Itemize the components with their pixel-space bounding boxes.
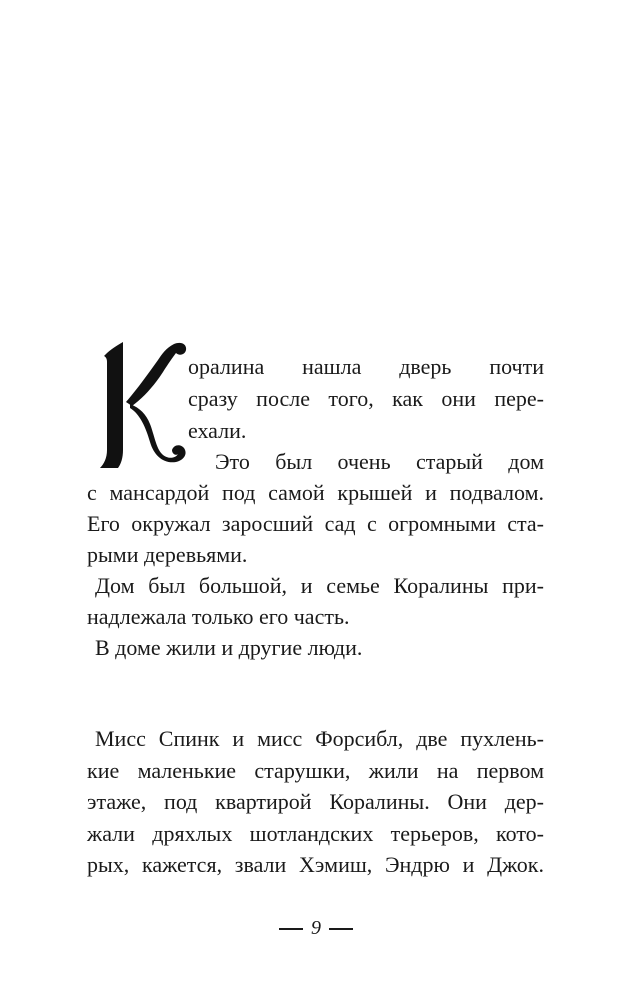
- text-line: с мансардой под самой крышей и подвалом.: [87, 480, 544, 505]
- text-line: надлежала только его часть.: [87, 604, 350, 629]
- text-line: оралина нашла дверь почти: [188, 354, 544, 379]
- text-line: ехали.: [188, 418, 247, 443]
- text-line: рых, кажется, звали Хэмиш, Эндрю и Джок.: [87, 852, 544, 877]
- text-line: кие маленькие старушки, жили на первом: [87, 758, 544, 783]
- drop-cap-letter: [86, 332, 194, 472]
- folio-dash-right: [329, 928, 353, 930]
- text-line: жали дряхлых шотландских терьеров, кото-: [87, 821, 544, 846]
- folio-dash-left: [279, 928, 303, 930]
- text-line: Дом был большой, и семье Коралины при-: [95, 573, 544, 598]
- page-number-value: 9: [311, 917, 321, 939]
- text-line: сразу после того, как они пере-: [188, 386, 544, 411]
- text-line: В доме жили и другие люди.: [95, 635, 363, 660]
- text-line: Мисс Спинк и мисс Форсибл, две пухлень-: [95, 726, 544, 751]
- text-line: этаже, под квартирой Коралины. Они дер-: [87, 789, 544, 814]
- page-number: [0, 916, 632, 940]
- text-line: Его окружал заросший сад с огромными ста-: [87, 511, 544, 536]
- text-line: рыми деревьями.: [87, 542, 248, 567]
- text-line: Это был очень старый дом: [215, 449, 544, 474]
